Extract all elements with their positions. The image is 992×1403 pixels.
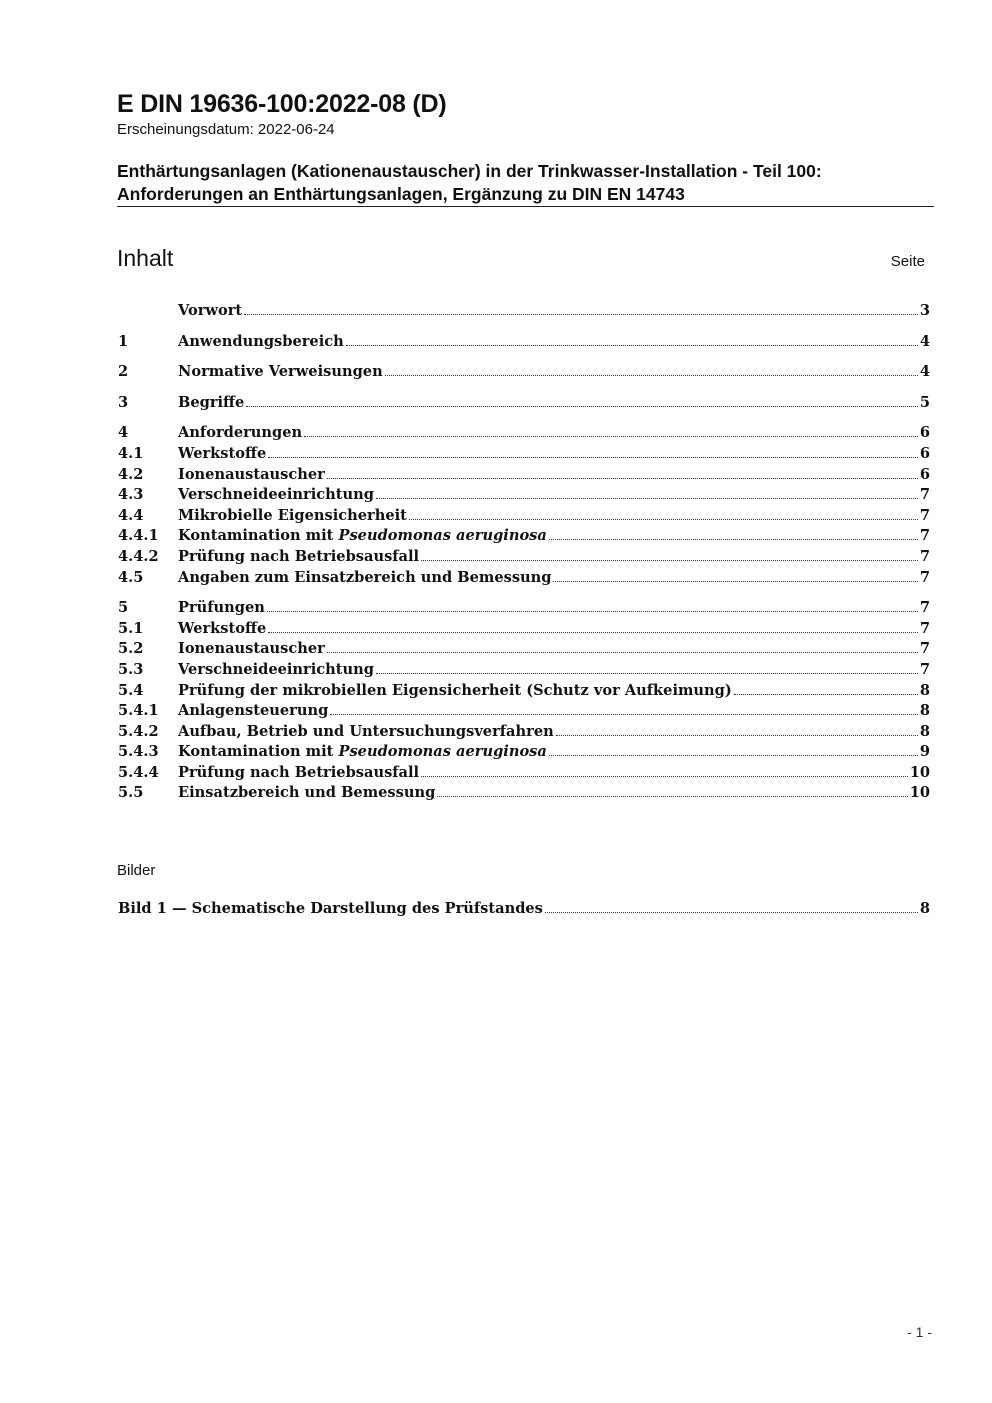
toc-leader-dots [246,406,918,407]
toc-entry-page: 7 [919,619,930,637]
toc-entry-label-text: Prüfung nach Betriebsausfall [178,763,420,781]
toc-entry-label-text: Anlagensteuerung [178,702,329,720]
toc-entry-label-text: Kontamination mit [178,743,339,761]
toc-leader-dots [385,375,918,376]
toc-entry-label-text: Werkstoffe [178,619,267,637]
toc-heading: Inhalt [117,245,174,271]
toc-entry-label-text: Anwendungsbereich [178,332,344,350]
toc-entry-number: 3 [118,393,129,411]
toc-entry-number: 4.3 [118,486,144,504]
document-title-line: Anforderungen an Enthärtungsanlagen, Ergänzung zu DIN EN 14743 [117,184,685,204]
page-column-label: Seite [890,253,925,270]
publication-date: Erscheinungsdatum: 2022-06-24 [117,121,335,138]
toc-entry-label [178,599,265,616]
toc-leader-dots [409,519,918,520]
toc-entry-label [178,548,419,565]
toc-entry-number: 2 [118,363,129,381]
toc-leader-dots [376,673,918,674]
toc-entry-label [178,333,344,350]
toc-leader-dots [437,796,907,797]
toc-entry-page: 4 [919,332,930,350]
toc-entry-page: 7 [919,660,930,678]
figure-leader-dots [545,912,918,913]
toc-leader-dots [327,478,918,479]
toc-entry-label-text: Einsatzbereich und Bemessung [178,784,436,802]
toc-entry[interactable] [118,333,930,354]
toc-entry-label-text: Begriffe [178,393,245,411]
toc-entry[interactable] [118,764,930,785]
toc-entry-page: 6 [919,444,930,462]
toc-entry-label-text: Prüfungen [178,599,265,617]
toc-entry-label [178,702,328,719]
toc-entry-label [178,569,551,586]
toc-entry-label-text: Verschneideeinrichtung [178,660,374,678]
toc-entry-label [178,527,547,544]
figure-entry-page: 8 [919,900,930,917]
toc-leader-dots [330,714,918,715]
document-id: E DIN 19636-100:2022-08 (D) [117,90,447,118]
toc-entry[interactable] [118,682,930,703]
toc-entry[interactable] [118,394,930,415]
toc-entry[interactable] [118,640,930,661]
list-of-figures [118,900,930,921]
toc-entry-label [178,394,244,411]
toc-entry-page: 5 [919,393,930,411]
toc-entry[interactable] [118,569,930,590]
toc-entry-label [178,486,374,503]
toc-leader-dots [267,611,918,612]
toc-entry-label [178,507,407,524]
toc-entry[interactable] [118,486,930,507]
toc-entry-label [178,723,554,740]
toc-entry-label-text: Prüfung nach Betriebsausfall [178,547,420,565]
toc-entry-label [178,424,302,441]
toc-entry[interactable] [118,743,930,764]
toc-entry-number: 5.2 [118,640,144,658]
figures-heading: Bilder [117,862,156,879]
toc-entry-number: 5.5 [118,784,144,802]
toc-entry[interactable] [118,784,930,805]
toc-leader-dots [244,314,918,315]
document-title-line: Enthärtungsanlagen (Kationenaustauscher) in der Trinkwasser-Installation - Teil 100: [117,161,822,181]
toc-entry-label [178,466,325,483]
toc-entry-page: 7 [919,568,930,586]
toc-entry-number: 5.1 [118,619,144,637]
toc-entry-number: 4.1 [118,444,144,462]
toc-entry[interactable] [118,445,930,466]
toc-entry-number: 5.4.2 [118,722,159,740]
toc-entry-label [178,620,266,637]
toc-entry-page: 10 [909,784,930,802]
toc-entry-label [178,363,383,380]
toc-leader-dots [734,694,918,695]
toc-entry-page: 7 [919,486,930,504]
toc-entry[interactable] [118,661,930,682]
toc-entry-label-text: Ionenaustauscher [178,465,325,483]
toc-entry-number: 4.4.1 [118,527,159,545]
toc-entry[interactable] [118,507,930,528]
toc-entry-page: 4 [919,363,930,381]
toc-entry-number: 4 [118,424,129,442]
toc-entry-label-text: Anforderungen [178,424,303,442]
toc-leader-dots [304,436,918,437]
toc-entry-number: 4.4.2 [118,547,159,565]
toc-leader-dots [549,755,918,756]
toc-entry-label-italic: Pseudomonas aeruginosa [338,527,547,545]
toc-entry-label [178,661,374,678]
toc-entry-label [178,764,419,781]
toc-entry[interactable] [118,363,930,384]
toc-entry-page: 6 [919,465,930,483]
toc-entry-page: 8 [919,722,930,740]
toc-entry-number: 5.4.4 [118,763,159,781]
toc-entry[interactable] [118,302,930,323]
toc-entry-number: 5.4.1 [118,702,159,720]
toc-leader-dots [421,776,908,777]
toc-entry-label [178,445,266,462]
toc-entry-number: 1 [118,332,129,350]
toc-entry-label [178,682,732,699]
toc-entry[interactable] [118,599,930,620]
toc-entry-label-text: Mikrobielle Eigensicherheit [178,506,407,524]
toc-entry-number: 5.4 [118,681,144,699]
toc-entry-label-text: Normative Verweisungen [178,363,383,381]
toc-entry-label-text: Kontamination mit [178,527,339,545]
toc-leader-dots [268,632,918,633]
toc-entry-page: 7 [919,599,930,617]
table-of-contents [118,302,930,805]
figure-entry-label: Bild 1 — Schematische Darstellung des Prüfstandes [118,900,543,917]
toc-entry-page: 6 [919,424,930,442]
toc-leader-dots [553,581,917,582]
toc-entry-page: 8 [919,681,930,699]
toc-entry[interactable] [118,702,930,723]
document-title [117,160,937,206]
toc-entry-number: 4.5 [118,568,144,586]
toc-entry-number: 5 [118,599,129,617]
toc-entry-number: 5.3 [118,660,144,678]
toc-entry-page: 7 [919,547,930,565]
toc-entry-number: 5.4.3 [118,743,159,761]
toc-entry-label-italic: Pseudomonas aeruginosa [338,743,547,761]
toc-entry[interactable] [118,620,930,641]
toc-entry[interactable] [118,424,930,445]
toc-leader-dots [556,735,918,736]
toc-entry-page: 7 [919,640,930,658]
toc-entry-page: 10 [909,763,930,781]
figure-entry[interactable] [118,900,930,921]
toc-leader-dots [268,457,918,458]
toc-entry-label-text: Angaben zum Einsatzbereich und Bemessung [178,568,552,586]
toc-entry-page: 7 [919,506,930,524]
toc-entry-number: 4.2 [118,465,144,483]
toc-leader-dots [549,539,918,540]
toc-entry-label [178,784,435,801]
toc-entry-label-text: Vorwort [178,302,243,319]
toc-entry[interactable] [118,527,930,548]
toc-entry-page: 8 [919,702,930,720]
page-number: - 1 - [907,1324,932,1340]
toc-entry-label-text: Aufbau, Betrieb und Untersuchungsverfahren [178,722,554,740]
toc-leader-dots [421,560,918,561]
toc-entry-label [178,640,325,657]
toc-entry-label [178,302,242,319]
toc-leader-dots [327,652,918,653]
toc-entry[interactable] [118,548,930,569]
toc-entry[interactable] [118,466,930,487]
toc-entry-label-text: Verschneideeinrichtung [178,486,374,504]
toc-entry-page: 3 [919,302,930,319]
toc-entry[interactable] [118,723,930,744]
toc-entry-number: 4.4 [118,506,144,524]
title-divider [117,206,934,207]
toc-entry-label [178,743,547,760]
toc-entry-page: 7 [919,527,930,545]
toc-leader-dots [376,498,918,499]
toc-entry-label-text: Prüfung der mikrobiellen Eigensicherheit (Schutz vor Aufkeimung) [178,681,732,699]
toc-entry-label-text: Werkstoffe [178,444,267,462]
toc-leader-dots [346,345,918,346]
toc-entry-page: 9 [919,743,930,761]
toc-entry-label-text: Ionenaustauscher [178,640,325,658]
